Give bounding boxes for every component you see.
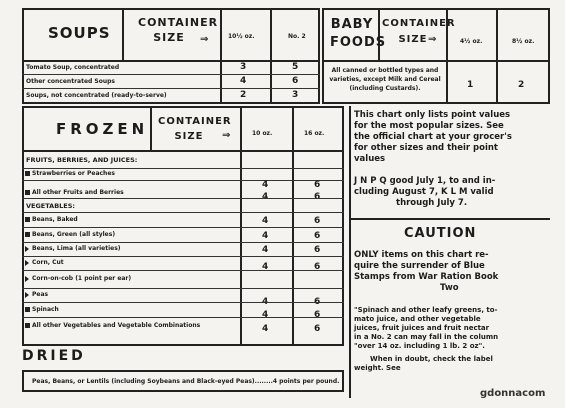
caution-note-line: "Spinach and other leafy greens, to-: [354, 306, 498, 314]
arrow-right-icon: ⇒: [428, 34, 437, 45]
baby-container-size: CONTAINER SIZE: [382, 18, 456, 45]
caution-line: Stamps from War Ration Book: [354, 272, 499, 282]
frozen-row-value: 4: [262, 231, 269, 241]
frozen-row-value: 4: [262, 216, 269, 226]
soups-title: SOUPS: [48, 24, 111, 42]
baby-value: 1: [467, 80, 474, 90]
valid-stamps-line: cluding August 7, K L M valid: [354, 187, 494, 197]
soups-row-value: 4: [240, 76, 247, 86]
square-bullet-icon: [25, 171, 30, 176]
valid-stamps-line: through July 7.: [396, 198, 468, 208]
square-bullet-icon: [25, 190, 30, 195]
caution-note-line: When in doubt, check the label: [370, 355, 493, 363]
caution-title: CAUTION: [404, 226, 477, 241]
soups-row-value: 2: [240, 90, 247, 100]
vegetables-section-heading: VEGETABLES:: [26, 202, 76, 210]
frozen-row-value: 4: [262, 192, 269, 202]
soups-row-value: 3: [240, 62, 247, 72]
soups-col2-header: No. 2: [288, 33, 306, 40]
frozen-row-label: Spinach: [32, 306, 59, 313]
triangle-bullet-icon: [25, 246, 29, 252]
soups-row-label: Tomato Soup, concentrated: [26, 64, 120, 71]
frozen-row-value: 4: [262, 297, 269, 307]
soups-row-value: 3: [292, 90, 299, 100]
square-bullet-icon: [25, 307, 30, 312]
frozen-row-value: 6: [314, 262, 321, 272]
valid-stamps-line: J N P Q good July 1, to and in-: [354, 176, 496, 186]
frozen-row-value: 6: [314, 216, 321, 226]
triangle-bullet-icon: [25, 276, 29, 282]
frozen-row-value: 4: [262, 262, 269, 272]
square-bullet-icon: [25, 232, 30, 237]
caution-note-line: mato juice, and other vegetable: [354, 315, 481, 323]
frozen-row-label: Strawberries or Peaches: [32, 170, 115, 177]
baby-col2-header: 8½ oz.: [512, 38, 535, 45]
baby-value: 2: [518, 80, 525, 90]
notice-line: the official chart at your grocer's: [354, 132, 512, 142]
notice-line: for other sizes and their point: [354, 143, 498, 153]
dried-title: DRIED: [22, 348, 86, 364]
frozen-row-value: 6: [314, 192, 321, 202]
square-bullet-icon: [25, 217, 30, 222]
arrow-right-icon: ⇒: [222, 130, 231, 141]
arrow-right-icon: ⇒: [200, 34, 209, 45]
soups-row-label: Soups, not concentrated (ready-to-serve): [26, 92, 167, 99]
notice-line: for the most popular sizes. See: [354, 121, 504, 131]
frozen-row-value: 6: [314, 245, 321, 255]
frozen-row-value: 6: [314, 297, 321, 307]
frozen-row-value: 6: [314, 231, 321, 241]
frozen-row-value: 4: [262, 180, 269, 190]
frozen-row-value: 4: [262, 245, 269, 255]
baby-foods-label: All canned or bottled types and varieties, except Milk and Cereal (including Custards).: [329, 67, 441, 92]
frozen-row-label: Beans, Green (all styles): [32, 231, 116, 238]
frozen-title: FROZEN: [56, 120, 149, 138]
caution-note-line: weight. See: [354, 364, 401, 372]
caution-line: ONLY items on this chart re-: [354, 250, 489, 260]
caution-line: Two: [440, 283, 459, 293]
frozen-col1-header: 10 oz.: [252, 130, 273, 137]
caution-note-line: in a No. 2 can may fall in the column: [354, 333, 499, 341]
caution-line: quire the surrender of Blue: [354, 261, 485, 271]
frozen-container-size: CONTAINER SIZE: [158, 116, 232, 142]
frozen-row-label: Beans, Lima (all varieties): [32, 245, 121, 252]
frozen-row-label: Corn-on-cob (1 point per ear): [32, 275, 132, 282]
square-bullet-icon: [25, 323, 30, 328]
frozen-col2-header: 16 oz.: [304, 130, 325, 137]
triangle-bullet-icon: [25, 260, 29, 266]
notice-line: This chart only lists point values: [354, 110, 511, 120]
frozen-row-label: All other Fruits and Berries: [32, 189, 124, 196]
baby-foods-title: BABY FOODS: [330, 17, 387, 50]
dried-label: Peas, Beans, or Lentils (including Soybeans and Black-eyed Peas)........4 points per pound.: [32, 378, 340, 385]
frozen-row-value: 6: [314, 310, 321, 320]
frozen-row-label: All other Vegetables and Vegetable Combinations: [32, 322, 201, 329]
caution-note-line: "over 14 oz. including 1 lb. 2 oz".: [354, 342, 485, 350]
frozen-row-label: Peas: [32, 291, 49, 298]
soups-row-value: 6: [292, 76, 299, 86]
frozen-row-value: 4: [262, 324, 269, 334]
soups-container-size: CONTAINER SIZE: [138, 16, 219, 44]
fruits-section-heading: FRUITS, BERRIES, AND JUICES:: [26, 156, 138, 164]
frozen-row-label: Corn, Cut: [32, 259, 64, 266]
soups-col1-header: 10½ oz.: [228, 33, 255, 40]
frozen-row-label: Beans, Baked: [32, 216, 78, 223]
caution-note-line: juices, fruit juices and fruit nectar: [354, 324, 490, 332]
frozen-row-value: 4: [262, 310, 269, 320]
watermark: gdonnacom: [480, 388, 546, 399]
notice-line: values: [354, 154, 386, 164]
soups-row-value: 5: [292, 62, 299, 72]
baby-col1-header: 4½ oz.: [460, 38, 483, 45]
soups-row-label: Other concentrated Soups: [26, 78, 115, 85]
frozen-row-value: 6: [314, 180, 321, 190]
frozen-row-value: 6: [314, 324, 321, 334]
triangle-bullet-icon: [25, 292, 29, 298]
